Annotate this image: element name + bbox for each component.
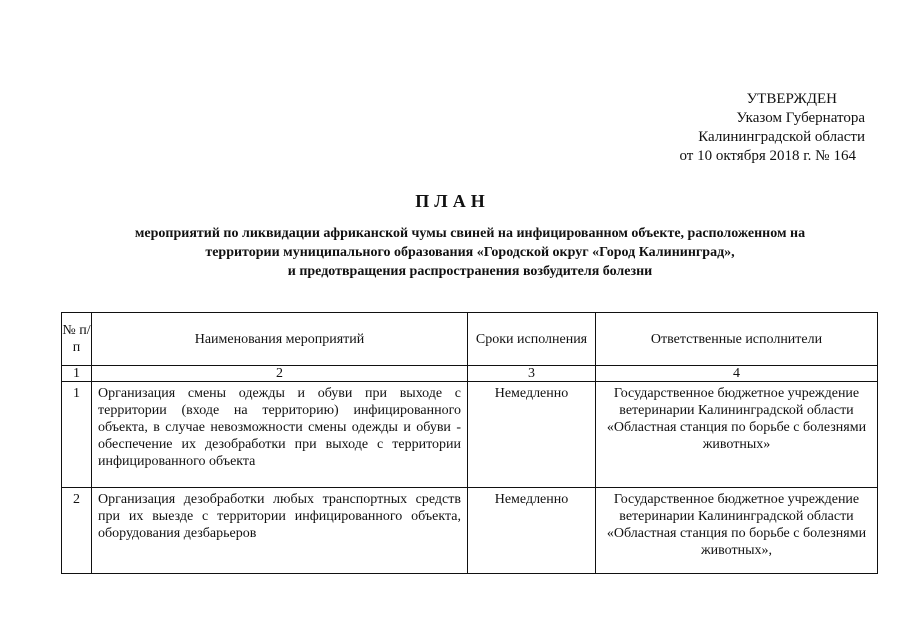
document-title: ПЛАН (415, 191, 490, 211)
row-number: 1 (62, 382, 92, 488)
column-number: 4 (596, 366, 878, 382)
table-row (62, 488, 878, 574)
table-row (62, 382, 878, 488)
approval-date-text: от 10 октября 2018 г. № (679, 148, 830, 164)
approval-number: 164 (833, 148, 856, 164)
measure-term: Немедленно (468, 488, 596, 574)
document-subtitle (60, 224, 880, 281)
measure-term: Немедленно (468, 382, 596, 488)
header-name: Наименования мероприятий (92, 313, 468, 366)
approval-block (679, 90, 865, 166)
subtitle-line: и предотвращения распространения возбудителя болезни (287, 264, 653, 279)
subtitle-line: мероприятий по ликвидации африканской чумы свиней на инфицированном объекте, расположенном на (134, 226, 806, 241)
subtitle-line: территории муниципального образования «Городской округ «Город Калининград», (205, 245, 735, 260)
measure-name: Организация смены одежды и обуви при выходе с территории (входе на территорию) инфицированного объекта, в случае невозможности смены одежды и обуви - обеспечение их дезобработки при выходе с территории инфицированного объекта (92, 382, 468, 488)
approval-date (679, 147, 856, 166)
approval-status: УТВЕРЖДЕН (746, 91, 837, 107)
approval-authority: Указом Губернатора (736, 110, 865, 126)
plan-table (61, 312, 878, 574)
column-number: 3 (468, 366, 596, 382)
header-term: Сроки исполнения (468, 313, 596, 366)
header-responsible: Ответственные исполнители (596, 313, 878, 366)
column-number: 2 (92, 366, 468, 382)
measure-responsible: Государственное бюджетное учреждение ветеринарии Калининградской области «Областная станция по борьбе с болезнями животных», (596, 488, 878, 574)
header-number: № п/п (62, 313, 92, 366)
approval-region: Калининградской области (698, 129, 865, 145)
table-header-row (62, 313, 878, 366)
column-number-row (62, 366, 878, 382)
measure-name: Организация дезобработки любых транспортных средств при их выезде с территории инфицированного объекта, оборудования дезбарьеров (92, 488, 468, 574)
column-number: 1 (62, 366, 92, 382)
row-number: 2 (62, 488, 92, 574)
measure-responsible: Государственное бюджетное учреждение ветеринарии Калининградской области «Областная станция по борьбе с болезнями животных» (596, 382, 878, 488)
